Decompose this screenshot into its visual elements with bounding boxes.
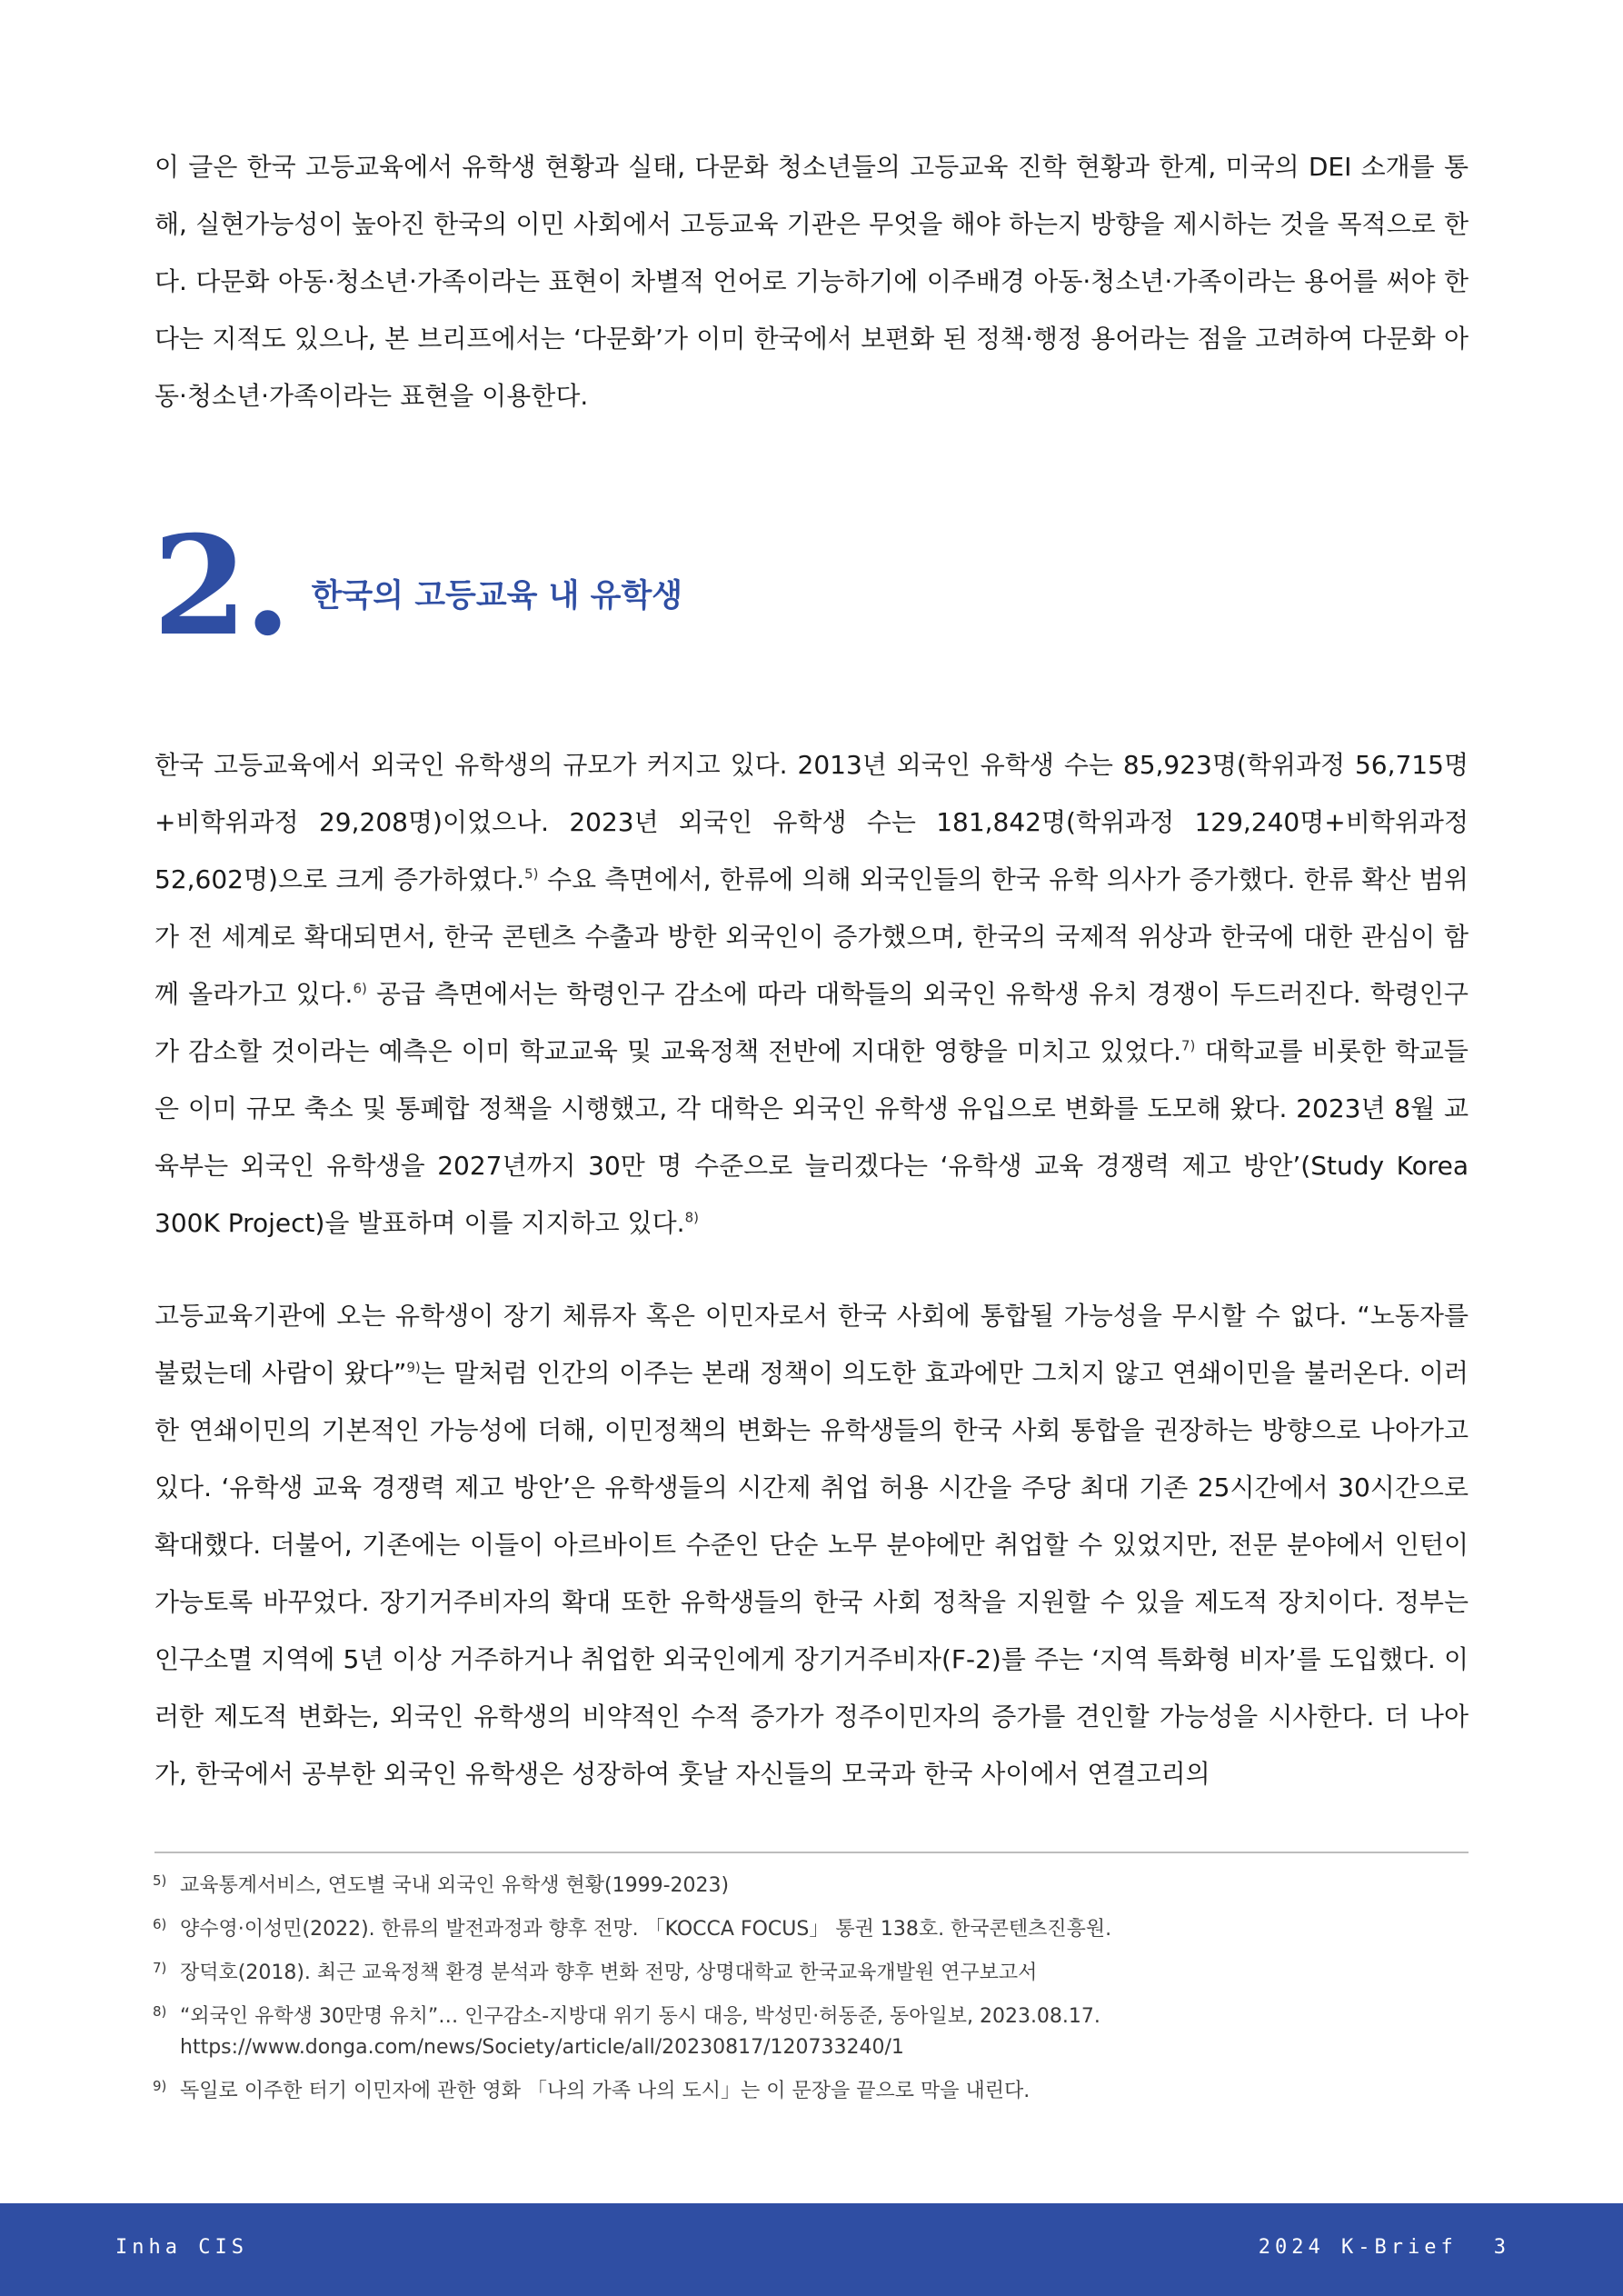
para1-text-4: 대학교를 비롯한 학교들은 이미 규모 축소 및 통폐합 정책을 시행했고, 각 대학은 외국인 유학생 유입으로 변화를 도모해 왔다. 2023년 8월 교육부는 외국인 유학생을 2027년까지 30만 명 수준으로 늘리겠다는 ‘유학생 교육 경쟁력 제고 방안’(Study Korea 300K Project)을 발표하며 이를 지지하고 있다. <box>154 1036 1469 1238</box>
para1-text-3: 공급 측면에서는 학령인구 감소에 따라 대학들의 외국인 유학생 유치 경쟁이 두드러진다. 학령인구가 감소할 것이라는 예측은 이미 학교교육 및 교육정책 전반에 지대한 영향을 미치고 있었다. <box>154 979 1469 1066</box>
page-number: 3 <box>1493 2236 1510 2259</box>
footnote-ref-7[interactable]: 7) <box>1181 1037 1196 1054</box>
footnote-text: 장덕호(2018). 최근 교육정책 환경 분석과 향후 변화 전망, 상명대학교 한국교육개발원 연구보고서 <box>180 1962 1038 1984</box>
intro-paragraph: 이 글은 한국 고등교육에서 유학생 현황과 실태, 다문화 청소년들의 고등교육 진학 현황과 한계, 미국의 DEI 소개를 통해, 실현가능성이 높아진 한국의 이민 사회에서 고등교육 기관은 무엇을 해야 하는지 방향을 제시하는 것을 목적으로 한다. 다문화 아동·청소년·가족이라는 표현이 차별적 언어로 기능하기에 이주배경 아동·청소년·가족이라는 용어를 써야 한다는 지적도 있으나, 본 브리프에서는 ‘다문화’가 이미 한국에서 보편화 된 정책·행정 용어라는 점을 고려하여 다문화 아동·청소년·가족이라는 표현을 이용한다. <box>154 152 1469 411</box>
para2-text-2: 는 말처럼 인간의 이주는 본래 정책이 의도한 효과에만 그치지 않고 연쇄이민을 불러온다. 이러한 연쇄이민의 기본적인 가능성에 더해, 이민정책의 변화는 유학생들의 한국 사회 통합을 권장하는 방향으로 나아가고 있다. ‘유학생 교육 경쟁력 제고 방안’은 유학생들의 시간제 취업 허용 시간을 주당 최대 기존 25시간에서 30시간으로 확대했다. 더불어, 기존에는 이들이 아르바이트 수준인 단순 노무 분야에만 취업할 수 있었지만, 전문 분야에서 인턴이 가능토록 바꾸었다. 장기거주비자의 확대 또한 유학생들의 한국 사회 정착을 지원할 수 있을 제도적 장치이다. 정부는 인구소멸 지역에 5년 이상 거주하거나 취업한 외국인에게 장기거주비자(F-2)를 주는 ‘지역 특화형 비자’를 도입했다. 이러한 제도적 변화는, 외국인 유학생의 비약적인 수적 증가가 정주이민자의 증가를 견인할 가능성을 시사한다. 더 나아가, 한국에서 공부한 외국인 유학생은 성장하여 훗날 자신들의 모국과 한국 사이에서 연결고리의 <box>154 1358 1469 1789</box>
footnote-number: 8) <box>153 2003 167 2020</box>
footnote-url-link[interactable]: https://www.donga.com/news/Society/article/all/20230817/120733240/1 <box>180 2036 904 2059</box>
footnote-ref-5[interactable]: 5) <box>524 865 539 883</box>
footnote-7 <box>153 1958 1467 1989</box>
footnote-8 <box>153 2002 1467 2063</box>
footnote-number: 6) <box>153 1916 167 1932</box>
body-paragraph-2 <box>154 1287 1469 1802</box>
footnote-ref-6[interactable]: 6) <box>353 980 367 997</box>
footnote-number: 5) <box>153 1872 167 1889</box>
footnote-text: 독일로 이주한 터기 이민자에 관한 영화 「나의 가족 나의 도시」는 이 문장을 끝으로 막을 내린다. <box>180 2080 1031 2102</box>
section-number: 2. <box>153 506 288 666</box>
para1-text-2: 수요 측면에서, 한류에 의해 외국인들의 한국 유학 의사가 증가했다. 한류 확산 범위가 전 세계로 확대되면서, 한국 콘텐츠 수출과 방한 외국인이 증가했으며, 한국의 국제적 위상과 한국에 대한 관심이 함께 올라가고 있다. <box>154 864 1469 1009</box>
para2-text-1: 고등교육기관에 오는 유학생이 장기 체류자 혹은 이민자로서 한국 사회에 통합될 가능성을 무시할 수 없다. “노동자를 불렀는데 사람이 왔다” <box>154 1301 1469 1388</box>
body-paragraph-1 <box>154 736 1469 1252</box>
footnote-text: 교육통계서비스, 연도별 국내 외국인 유학생 현황(1999-2023) <box>180 1874 730 1897</box>
footnote-divider <box>154 1852 1469 1853</box>
footnote-number: 9) <box>153 2078 167 2094</box>
footer-publication: 2024 K-Brief <box>1258 2236 1458 2259</box>
footer-org-name: Inha CIS <box>115 2236 248 2259</box>
footnote-ref-9[interactable]: 9) <box>406 1359 421 1376</box>
footer-bar <box>0 2203 1623 2296</box>
footnotes <box>153 1871 1467 2120</box>
footnote-text: “외국인 유학생 30만명 유치”… 인구감소-지방대 위기 동시 대응, 박성민·허동준, 동아일보, 2023.08.17. <box>180 2005 1100 2028</box>
footnote-5 <box>153 1871 1467 1902</box>
footnote-ref-8[interactable]: 8) <box>684 1209 699 1226</box>
footnote-number: 7) <box>153 1960 167 1976</box>
footnote-9 <box>153 2076 1467 2107</box>
para1-text-1: 한국 고등교육에서 외국인 유학생의 규모가 커지고 있다. 2013년 외국인 유학생 수는 85,923명(학위과정 56,715명+비학위과정 29,208명)이었으나. 2023년 외국인 유학생 수는 181,842명(학위과정 129,240명+비학위과정 52,602명)으로 크게 증가하였다. <box>154 750 1469 894</box>
footnote-text: 양수영·이성민(2022). 한류의 발전과정과 향후 전망. 「KOCCA FOCUS」 통권 138호. 한국콘텐츠진흥원. <box>180 1918 1112 1941</box>
section-title: 한국의 고등교육 내 유학생 <box>311 578 683 614</box>
footer-right <box>1259 2236 1510 2259</box>
footnote-6 <box>153 1914 1467 1945</box>
section-heading <box>153 506 683 666</box>
